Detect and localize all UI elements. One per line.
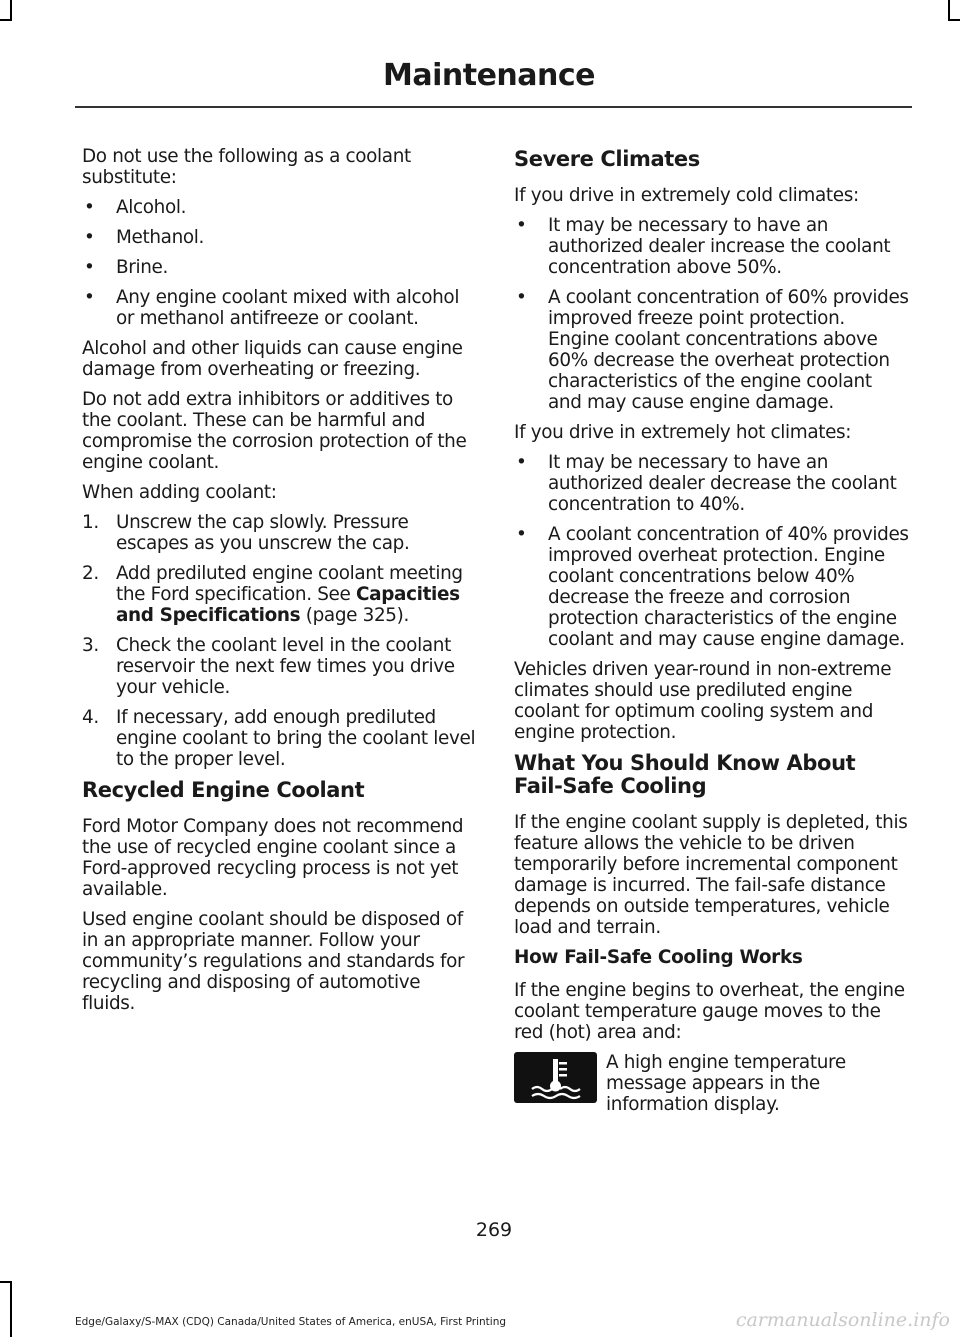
how-failsafe-heading: How Fail-Safe Cooling Works	[514, 947, 803, 968]
adding-steps	[82, 512, 477, 770]
page-number: 269	[475, 1219, 513, 1241]
step-text: If necessary, add enough prediluted engine coolant to bring the coolant level to the proper level.	[116, 707, 476, 770]
capacities-link[interactable]: Capacities and Specifications	[116, 584, 460, 626]
paragraph: Used engine coolant should be disposed of in an appropriate manner. Follow your community’s regulations and standards for recycling and disposing of automotive fluids.	[82, 909, 465, 1014]
header-rule	[75, 106, 912, 108]
severe-climates-heading: Severe Climates	[514, 147, 700, 171]
paragraph: Do not add extra inhibitors or additives to the coolant. These can be harmful and compromise the corrosion protection of the engine coolant.	[82, 389, 467, 473]
adding-intro: When adding coolant:	[82, 482, 277, 503]
footer-text: Edge/Galaxy/S-MAX (CDQ) Canada/United States of America, enUSA, First Printing	[75, 1316, 507, 1328]
crop-mark	[948, 19, 960, 21]
crop-mark	[0, 19, 12, 21]
crop-mark	[10, 0, 12, 19]
engine-coolant-temperature-icon	[514, 1052, 597, 1103]
step-number: 1.	[82, 512, 99, 533]
paragraph: Vehicles driven year-round in non-extreme climates should use prediluted engine coolant for optimum cooling system and engine protection.	[514, 659, 892, 743]
paragraph: If the engine coolant supply is depleted, this feature allows the vehicle to be driven temporarily before incremental component damage is incurred. The fail-safe distance depends on outside temperatures, vehicle load and terrain.	[514, 812, 908, 938]
step-item	[82, 635, 477, 698]
substitutes-list	[82, 197, 477, 329]
paragraph: If the engine begins to overheat, the engine coolant temperature gauge moves to the red (hot) area and:	[514, 980, 905, 1043]
cold-intro: If you drive in extremely cold climates:	[514, 185, 859, 206]
left-column	[82, 146, 477, 1023]
paragraph: Alcohol and other liquids can cause engine damage from overheating or freezing.	[82, 338, 463, 380]
right-column	[514, 146, 909, 1115]
warning-message-text: A high engine temperature message appears in the information display.	[606, 1052, 846, 1115]
warning-row	[514, 1052, 909, 1115]
step-number: 2.	[82, 563, 99, 584]
watermark: carmanualsonline.info	[735, 1309, 950, 1331]
list-item: • Alcohol.	[82, 197, 477, 218]
crop-mark	[948, 0, 950, 19]
step-item	[82, 707, 477, 770]
list-item: • Any engine coolant mixed with alcohol or methanol antifreeze or coolant.	[82, 287, 477, 329]
hot-intro: If you drive in extremely hot climates:	[514, 422, 852, 443]
substitutes-intro: Do not use the following as a coolant substitute:	[82, 146, 411, 188]
step-text: Add prediluted engine coolant meeting the Ford specification. See	[116, 563, 463, 605]
hot-list	[514, 452, 909, 650]
crop-mark	[10, 1281, 12, 1337]
list-item: • Methanol.	[82, 227, 477, 248]
failsafe-heading: What You Should Know About Fail-Safe Cooling	[514, 751, 856, 798]
step-text: Check the coolant level in the coolant reservoir the next few times you drive your vehicle.	[116, 635, 455, 698]
step-number: 3.	[82, 635, 99, 656]
step-text: Unscrew the cap slowly. Pressure escapes as you unscrew the cap.	[116, 512, 410, 554]
crop-mark	[0, 1281, 12, 1283]
page-reference: (page 325).	[300, 605, 409, 626]
list-item: • It may be necessary to have an authorized dealer decrease the coolant concentration to 40%.	[514, 452, 909, 515]
list-item: • A coolant concentration of 40% provides improved overheat protection. Engine coolant concentrations below 40% decrease the freeze and corrosion protection characteristics of the engine coolant and may cause engine damage.	[514, 524, 909, 650]
list-item: • A coolant concentration of 60% provides improved freeze point protection. Engine coolant concentrations above 60% decrease the overheat protection characteristics of the engine coolant and may cause engine damage.	[514, 287, 909, 413]
recycled-heading: Recycled Engine Coolant	[82, 778, 365, 802]
step-number: 4.	[82, 707, 99, 728]
paragraph: Ford Motor Company does not recommend the use of recycled engine coolant since a Ford-approved recycling process is not yet available.	[82, 816, 464, 900]
list-item: • Brine.	[82, 257, 477, 278]
list-item: • It may be necessary to have an authorized dealer increase the coolant concentration above 50%.	[514, 215, 909, 278]
section-title: Maintenance	[382, 58, 595, 93]
step-item	[82, 512, 477, 554]
step-item	[82, 563, 477, 626]
cold-list	[514, 215, 909, 413]
